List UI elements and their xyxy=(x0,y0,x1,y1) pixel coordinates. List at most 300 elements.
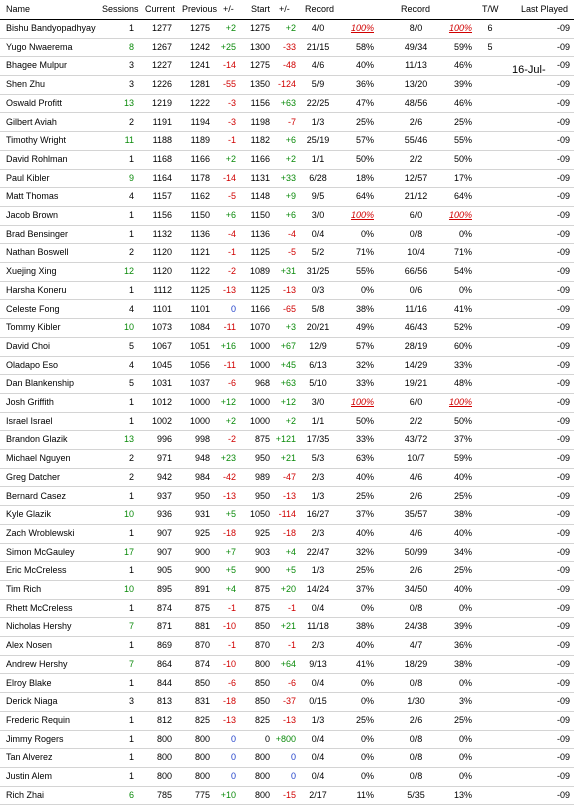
cell-current: 1219 xyxy=(151,97,172,108)
cell-diff: 0 xyxy=(230,771,236,781)
cell-previous: 1037 xyxy=(189,378,210,389)
cell-record2: 50/99 xyxy=(404,546,428,557)
cell-diff2: -18 xyxy=(282,527,296,538)
cell-diff2: +12 xyxy=(280,397,296,407)
cell-previous: 800 xyxy=(194,733,210,744)
cell-record-pct: 32% xyxy=(355,546,374,557)
cell-diff: 0 xyxy=(230,303,236,314)
cell-name: Rhett McCreless xyxy=(6,602,73,613)
cell-diff: +12 xyxy=(220,397,236,407)
cell-diff2: +121 xyxy=(275,434,296,445)
cell-last-played: -09 xyxy=(556,565,570,576)
cell-record-pct: 38% xyxy=(355,621,374,632)
cell-diff2: -37 xyxy=(282,696,296,707)
cell-current: 1073 xyxy=(151,322,172,333)
cell-diff2: +31 xyxy=(280,266,296,277)
cell-name: Alex Nosen xyxy=(6,640,53,651)
cell-name: Simon McGauley xyxy=(6,546,75,557)
cell-diff: -55 xyxy=(222,79,236,90)
cell-diff: -1 xyxy=(227,247,236,258)
cell-start: 1182 xyxy=(250,135,270,146)
cell-start: 870 xyxy=(254,640,270,651)
cell-start: 1000 xyxy=(249,340,270,351)
cell-last-played: -09 xyxy=(556,266,570,277)
cell-sessions: 12 xyxy=(123,266,134,277)
table-row xyxy=(0,75,574,95)
cell-record2: 0/6 xyxy=(409,284,423,295)
cell-start: 1050 xyxy=(249,509,270,520)
table-row xyxy=(0,150,574,170)
cell-record: 0/15 xyxy=(309,696,327,707)
cell-sessions: 13 xyxy=(123,97,134,108)
table-row xyxy=(0,430,574,450)
cell-diff2: +6 xyxy=(285,135,296,146)
cell-record-pct: 71% xyxy=(355,247,374,258)
cell-previous: 950 xyxy=(194,490,210,501)
cell-record2-pct: 38% xyxy=(453,658,472,669)
cell-diff: -2 xyxy=(227,434,236,445)
cell-name: Nicholas Hershy xyxy=(6,621,72,632)
cell-record2: 49/34 xyxy=(404,41,428,52)
cell-record2: 2/6 xyxy=(409,490,423,501)
cell-name: Matt Thomas xyxy=(6,191,59,202)
cell-last-played: -09 xyxy=(556,135,570,146)
cell-last-played: -09 xyxy=(556,97,570,108)
cell-sessions: 10 xyxy=(123,322,134,333)
cell-diff: -2 xyxy=(227,266,236,277)
cell-record: 9/5 xyxy=(311,191,325,202)
cell-record: 5/3 xyxy=(311,453,325,464)
cell-current: 1002 xyxy=(151,415,172,426)
cell-record: 1/3 xyxy=(311,714,325,725)
cell-name: Timothy Wright xyxy=(6,135,67,146)
cell-sessions: 10 xyxy=(123,584,134,594)
cell-record2-pct: 37% xyxy=(453,434,472,445)
cell-sessions: 1 xyxy=(128,602,134,613)
cell-last-played: -09 xyxy=(556,771,570,781)
cell-record2-pct: 0% xyxy=(458,677,472,688)
cell-diff2: +2 xyxy=(285,23,296,33)
cell-last-played: -09 xyxy=(556,284,570,295)
cell-record2-pct: 25% xyxy=(453,116,472,127)
table-row xyxy=(0,281,574,301)
cell-diff2: -1 xyxy=(287,640,296,651)
cell-current: 1188 xyxy=(152,135,172,146)
cell-previous: 900 xyxy=(194,546,210,557)
cell-last-played: -09 xyxy=(556,415,570,426)
cell-start: 1166 xyxy=(250,153,270,164)
cell-diff2: -48 xyxy=(282,60,296,71)
cell-record2: 4/7 xyxy=(409,640,423,651)
cell-name: Bishu Bandyopadhyay xyxy=(6,23,96,33)
cell-sessions: 11 xyxy=(124,135,134,146)
cell-record: 6/28 xyxy=(309,172,327,183)
cell-previous: 1121 xyxy=(190,247,210,258)
cell-diff2: +21 xyxy=(280,621,296,632)
cell-record2-pct: 41% xyxy=(453,303,472,314)
cell-sessions: 1 xyxy=(128,677,134,688)
cell-diff: -3 xyxy=(227,116,236,127)
cell-diff: -13 xyxy=(222,490,236,501)
cell-record2-pct: 40% xyxy=(453,527,472,538)
table-row xyxy=(0,692,574,712)
cell-previous: 1178 xyxy=(190,172,210,183)
cell-start: 825 xyxy=(254,714,270,725)
cell-current: 1227 xyxy=(151,60,172,71)
cell-record2: 0/8 xyxy=(409,733,423,744)
table-row xyxy=(0,543,574,563)
cell-previous: 1000 xyxy=(189,397,210,407)
cell-diff: +4 xyxy=(225,584,236,594)
cell-record2-pct: 64% xyxy=(453,191,472,202)
cell-record2: 1/30 xyxy=(407,696,425,707)
cell-name: Yugo Nwaerema xyxy=(6,41,73,52)
cell-last-played: -09 xyxy=(556,434,570,445)
cell-sessions: 1 xyxy=(128,714,134,725)
cell-start: 875 xyxy=(254,584,270,594)
table-row xyxy=(0,655,574,675)
cell-record2-pct: 100% xyxy=(448,210,472,220)
cell-tw: 5 xyxy=(487,41,493,52)
cell-current: 800 xyxy=(156,771,172,781)
cell-sessions: 7 xyxy=(128,621,134,632)
cell-record2: 11/16 xyxy=(405,303,427,314)
table-row xyxy=(0,561,574,581)
cell-current: 1156 xyxy=(152,210,172,220)
table-row xyxy=(0,94,574,114)
cell-diff2: +9 xyxy=(285,191,296,202)
cell-record2: 0/8 xyxy=(409,677,423,688)
cell-record2-pct: 33% xyxy=(453,359,472,370)
cell-diff2: +64 xyxy=(280,658,296,669)
cell-current: 1045 xyxy=(151,359,172,370)
cell-last-played: -09 xyxy=(556,602,570,613)
cell-diff: -14 xyxy=(222,172,236,183)
cell-record: 1/1 xyxy=(311,153,325,164)
cell-record2-pct: 34% xyxy=(453,546,472,557)
cell-start: 800 xyxy=(254,658,270,669)
cell-start: 1350 xyxy=(249,79,270,90)
cell-record2: 0/8 xyxy=(409,228,423,239)
cell-record2-pct: 55% xyxy=(453,135,472,146)
cell-name: Tim Rich xyxy=(6,584,42,594)
cell-last-played: -09 xyxy=(556,621,570,632)
cell-last-played: -09 xyxy=(556,340,570,351)
table-row xyxy=(0,113,574,133)
cell-previous: 874 xyxy=(194,658,210,669)
cell-diff2: -4 xyxy=(287,228,296,239)
cell-diff2: +2 xyxy=(285,153,296,164)
cell-diff: +5 xyxy=(225,509,236,520)
cell-record2-pct: 59% xyxy=(453,453,472,464)
cell-record-pct: 41% xyxy=(355,658,374,669)
cell-current: 905 xyxy=(156,565,172,576)
cell-record2: 2/2 xyxy=(409,153,423,164)
cell-record-pct: 40% xyxy=(355,60,374,71)
cell-current: 971 xyxy=(156,453,172,464)
table-row xyxy=(0,748,574,768)
cell-diff: -18 xyxy=(222,696,236,707)
cell-last-played: -09 xyxy=(556,79,570,90)
cell-name: Derick Niaga xyxy=(6,696,58,707)
cell-diff2: -13 xyxy=(282,490,296,501)
cell-record: 2/3 xyxy=(311,471,325,482)
cell-diff: -10 xyxy=(222,658,236,669)
cell-sessions: 1 xyxy=(128,527,134,538)
table-row xyxy=(0,225,574,245)
cell-diff2: +45 xyxy=(280,359,296,370)
cell-record2: 2/2 xyxy=(409,415,423,426)
cell-diff2: 0 xyxy=(290,752,296,763)
cell-last-played: -09 xyxy=(556,546,570,557)
cell-record2-pct: 0% xyxy=(458,733,472,744)
cell-previous: 850 xyxy=(194,677,210,688)
cell-name: Bhagee Mulpur xyxy=(6,60,68,71)
cell-diff: -3 xyxy=(227,97,236,108)
cell-record2-pct: 3% xyxy=(458,696,472,707)
cell-start: 1125 xyxy=(250,284,270,295)
cell-previous: 1241 xyxy=(189,60,210,71)
cell-name: Xuejing Xing xyxy=(6,266,57,277)
cell-record: 1/1 xyxy=(311,415,325,426)
cell-start: 1070 xyxy=(249,322,270,333)
table-row xyxy=(0,243,574,263)
cell-diff: -14 xyxy=(222,60,236,71)
header-row xyxy=(0,0,574,20)
cell-sessions: 1 xyxy=(128,228,134,239)
cell-last-played: -09 xyxy=(556,322,570,333)
cell-record2-pct: 54% xyxy=(453,266,472,277)
table-row xyxy=(0,636,574,656)
cell-name: Kyle Glazik xyxy=(6,509,52,520)
cell-previous: 1189 xyxy=(190,135,210,146)
cell-sessions: 1 xyxy=(128,397,134,407)
table-row xyxy=(0,412,574,432)
cell-last-played: -09 xyxy=(556,153,570,164)
cell-current: 1168 xyxy=(152,153,172,164)
cell-previous: 831 xyxy=(194,696,210,707)
cell-record-pct: 38% xyxy=(355,303,374,314)
cell-record2: 4/6 xyxy=(409,527,423,538)
cell-current: 1191 xyxy=(152,116,172,127)
cell-start: 850 xyxy=(254,677,270,688)
cell-previous: 1275 xyxy=(189,23,210,33)
cell-record-pct: 25% xyxy=(355,565,374,576)
cell-record2: 19/21 xyxy=(404,378,428,389)
cell-record: 22/25 xyxy=(306,97,330,108)
cell-record2-pct: 39% xyxy=(453,79,472,90)
cell-record: 0/4 xyxy=(311,602,325,613)
cell-sessions: 13 xyxy=(123,434,134,445)
cell-diff2: -5 xyxy=(287,247,296,258)
cell-sessions: 1 xyxy=(128,210,134,220)
table-row xyxy=(0,468,574,488)
cell-diff: -1 xyxy=(227,640,236,651)
cell-record2: 8/0 xyxy=(409,23,423,33)
cell-record2: 0/8 xyxy=(409,602,423,613)
table-row xyxy=(0,786,574,805)
cell-sessions: 1 xyxy=(128,284,134,295)
cell-record2-pct: 0% xyxy=(458,752,472,763)
header-previous: Previous xyxy=(182,4,218,14)
cell-previous: 1084 xyxy=(189,322,210,333)
table-row xyxy=(0,711,574,731)
cell-record-pct: 0% xyxy=(360,284,374,295)
cell-record2: 6/0 xyxy=(409,397,423,407)
table-row xyxy=(0,505,574,525)
cell-record-pct: 64% xyxy=(355,191,374,202)
cell-diff: +2 xyxy=(225,153,236,164)
cell-last-played: -09 xyxy=(556,714,570,725)
cell-last-played: -09 xyxy=(556,658,570,669)
cell-diff: -1 xyxy=(227,602,236,613)
cell-record2-pct: 71% xyxy=(453,247,472,258)
cell-record: 2/3 xyxy=(311,527,325,538)
cell-start: 1131 xyxy=(250,172,270,183)
cell-diff2: +63 xyxy=(280,378,296,389)
cell-diff: +2 xyxy=(225,23,236,33)
cell-diff: +7 xyxy=(225,546,236,557)
cell-record2: 0/8 xyxy=(409,752,423,763)
cell-previous: 1051 xyxy=(189,340,210,351)
cell-sessions: 5 xyxy=(128,378,134,389)
cell-previous: 1281 xyxy=(189,79,210,90)
cell-record2-pct: 0% xyxy=(458,771,472,781)
header-name: Name xyxy=(6,4,31,14)
header-record2: Record xyxy=(401,4,431,14)
cell-last-played: -09 xyxy=(556,359,570,370)
cell-diff2: -124 xyxy=(277,79,296,90)
cell-record2: 28/19 xyxy=(404,340,428,351)
cell-record2: 2/6 xyxy=(409,714,423,725)
cell-name: Tommy Kibler xyxy=(6,322,61,333)
cell-diff2: -1 xyxy=(287,602,296,613)
cell-record2-pct: 50% xyxy=(453,153,472,164)
cell-start: 1136 xyxy=(250,228,270,239)
cell-record-pct: 33% xyxy=(355,378,374,389)
table-row xyxy=(0,599,574,619)
cell-record2-pct: 25% xyxy=(453,565,472,576)
cell-previous: 1136 xyxy=(190,228,210,239)
cell-sessions: 3 xyxy=(128,79,134,90)
cell-sessions: 4 xyxy=(128,191,134,202)
cell-record2: 13/20 xyxy=(404,79,428,90)
cell-sessions: 1 xyxy=(128,752,134,763)
table-row xyxy=(0,206,574,226)
cell-last-played: -09 xyxy=(556,210,570,220)
cell-record: 4/6 xyxy=(311,60,325,71)
cell-last-played: -09 xyxy=(556,509,570,520)
cell-name: Harsha Koneru xyxy=(6,284,67,295)
cell-record: 0/3 xyxy=(311,284,325,295)
cell-diff2: -6 xyxy=(287,677,296,688)
cell-last-played: -09 xyxy=(556,696,570,707)
cell-record2: 43/72 xyxy=(404,434,428,445)
cell-current: 864 xyxy=(156,658,172,669)
cell-current: 1226 xyxy=(151,79,172,90)
cell-record-pct: 33% xyxy=(355,434,374,445)
cell-name: Dan Blankenship xyxy=(6,378,75,389)
cell-record: 5/2 xyxy=(311,247,325,258)
table-row xyxy=(0,449,574,469)
table-row xyxy=(0,580,574,600)
cell-current: 937 xyxy=(156,490,172,501)
cell-record-pct: 55% xyxy=(355,266,374,277)
cell-diff: -13 xyxy=(222,284,236,295)
cell-name: Zach Wroblewski xyxy=(6,527,75,538)
cell-start: 850 xyxy=(254,696,270,707)
cell-diff: +10 xyxy=(220,789,236,800)
table-row xyxy=(0,356,574,376)
cell-diff: -1 xyxy=(227,135,236,146)
cell-record-pct: 100% xyxy=(350,397,374,407)
cell-record2: 18/29 xyxy=(404,658,428,669)
cell-sessions: 2 xyxy=(128,247,134,258)
cell-diff: -42 xyxy=(222,471,236,482)
cell-record-pct: 49% xyxy=(355,322,374,333)
cell-record2-pct: 100% xyxy=(448,23,472,33)
cell-diff2: +6 xyxy=(285,210,296,220)
cell-diff2: +800 xyxy=(275,733,296,744)
cell-record: 0/4 xyxy=(311,733,325,744)
cell-last-played: -09 xyxy=(556,789,570,800)
cell-start: 950 xyxy=(254,453,270,464)
cell-previous: 891 xyxy=(194,584,210,594)
cell-diff2: +67 xyxy=(280,340,296,351)
cell-record2: 66/56 xyxy=(404,266,428,277)
cell-record-pct: 18% xyxy=(355,172,374,183)
header-start: Start xyxy=(251,4,271,14)
table-row xyxy=(0,187,574,207)
cell-start: 1150 xyxy=(250,210,270,220)
cell-sessions: 1 xyxy=(128,733,134,744)
cell-diff: +16 xyxy=(220,340,236,351)
cell-name: David Rohlman xyxy=(6,153,68,164)
cell-last-played: -09 xyxy=(556,378,570,389)
table-row xyxy=(0,38,574,58)
cell-sessions: 1 xyxy=(128,771,134,781)
table-row xyxy=(0,767,574,787)
cell-sessions: 1 xyxy=(128,23,134,33)
cell-start: 1166 xyxy=(250,303,270,314)
cell-sessions: 6 xyxy=(128,789,134,800)
cell-record2: 46/43 xyxy=(404,322,428,333)
cell-diff: +25 xyxy=(220,41,236,52)
cell-start: 1089 xyxy=(249,266,270,277)
cell-name: Eric McCreless xyxy=(6,565,67,576)
cell-start: 1000 xyxy=(249,397,270,407)
cell-previous: 1122 xyxy=(190,266,210,277)
cell-record-pct: 0% xyxy=(360,677,374,688)
cell-name: Josh Griffith xyxy=(6,397,54,407)
cell-record-pct: 100% xyxy=(350,23,374,33)
cell-current: 1101 xyxy=(152,303,172,314)
cell-previous: 825 xyxy=(194,714,210,725)
cell-name: Bernard Casez xyxy=(6,490,67,501)
cell-record2: 48/56 xyxy=(404,97,428,108)
cell-diff: -13 xyxy=(222,714,236,725)
cell-record-pct: 47% xyxy=(355,97,374,108)
table-row xyxy=(0,19,574,39)
cell-last-played: -09 xyxy=(556,60,570,71)
cell-last-played: -09 xyxy=(556,116,570,127)
cell-record: 0/4 xyxy=(311,752,325,763)
cell-sessions: 1 xyxy=(128,565,134,576)
header-diff2: +/- xyxy=(279,4,290,14)
cell-current: 1120 xyxy=(152,247,172,258)
cell-record2: 0/8 xyxy=(409,771,423,781)
cell-last-played: -09 xyxy=(556,303,570,314)
